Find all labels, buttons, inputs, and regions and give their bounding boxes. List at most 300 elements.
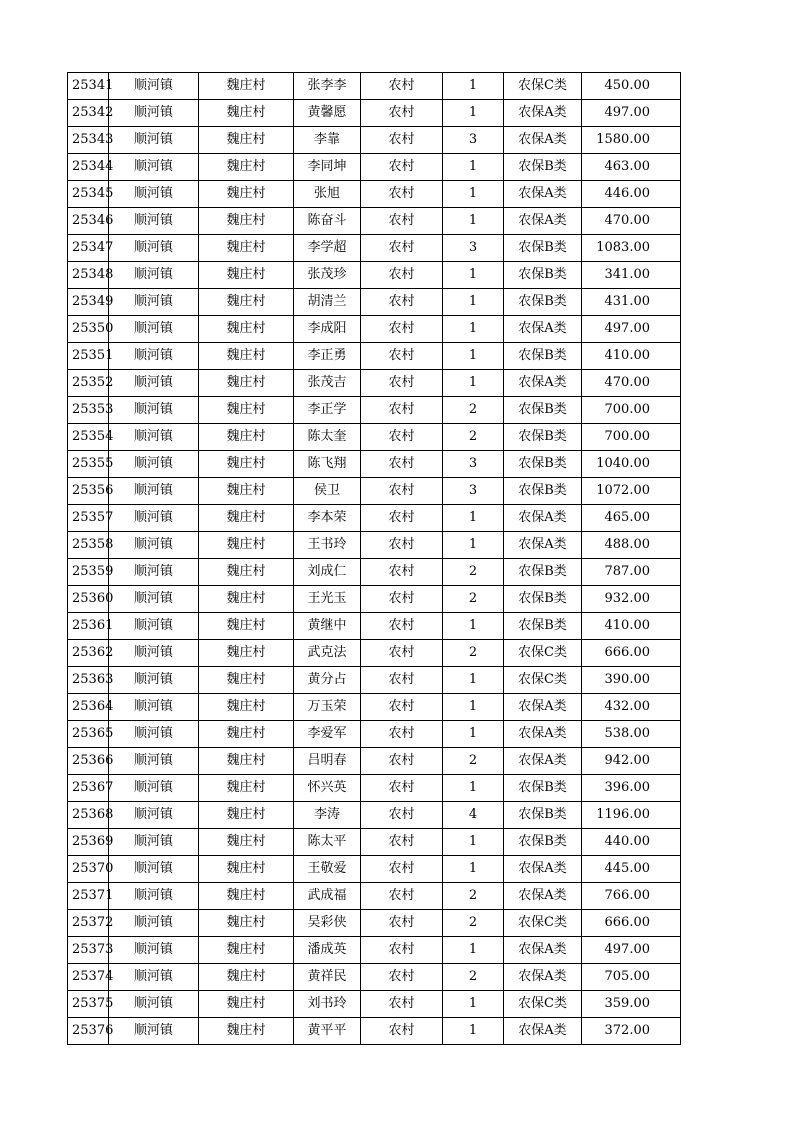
cell-village: 魏庄村 xyxy=(199,640,294,667)
cell-record-id: 25345 xyxy=(68,181,109,208)
cell-record-id: 25371 xyxy=(68,883,109,910)
cell-household-type: 农村 xyxy=(361,343,443,370)
cell-member-count: 3 xyxy=(443,451,504,478)
table-row xyxy=(68,991,681,1018)
cell-village: 魏庄村 xyxy=(199,235,294,262)
cell-insurance-category: 农保B类 xyxy=(504,343,582,370)
table-row xyxy=(68,1018,681,1045)
table-row xyxy=(68,775,681,802)
cell-household-type: 农村 xyxy=(361,586,443,613)
cell-village: 魏庄村 xyxy=(199,775,294,802)
cell-village: 魏庄村 xyxy=(199,370,294,397)
cell-amount: 465.00 xyxy=(582,505,681,532)
table-row xyxy=(68,586,681,613)
cell-village: 魏庄村 xyxy=(199,667,294,694)
cell-person-name: 李正学 xyxy=(294,397,361,424)
cell-village: 魏庄村 xyxy=(199,343,294,370)
cell-village: 魏庄村 xyxy=(199,559,294,586)
cell-record-id: 25370 xyxy=(68,856,109,883)
cell-town: 顺河镇 xyxy=(109,343,199,370)
cell-person-name: 李爱军 xyxy=(294,721,361,748)
cell-person-name: 武克法 xyxy=(294,640,361,667)
cell-household-type: 农村 xyxy=(361,559,443,586)
cell-amount: 446.00 xyxy=(582,181,681,208)
cell-town: 顺河镇 xyxy=(109,748,199,775)
cell-amount: 410.00 xyxy=(582,343,681,370)
cell-town: 顺河镇 xyxy=(109,127,199,154)
cell-amount: 787.00 xyxy=(582,559,681,586)
cell-village: 魏庄村 xyxy=(199,883,294,910)
cell-village: 魏庄村 xyxy=(199,100,294,127)
cell-amount: 932.00 xyxy=(582,586,681,613)
cell-record-id: 25366 xyxy=(68,748,109,775)
table-row xyxy=(68,181,681,208)
cell-amount: 390.00 xyxy=(582,667,681,694)
cell-person-name: 黄祥民 xyxy=(294,964,361,991)
table-row xyxy=(68,478,681,505)
cell-household-type: 农村 xyxy=(361,991,443,1018)
cell-amount: 538.00 xyxy=(582,721,681,748)
cell-person-name: 黄平平 xyxy=(294,1018,361,1045)
cell-amount: 497.00 xyxy=(582,100,681,127)
cell-amount: 450.00 xyxy=(582,73,681,100)
cell-household-type: 农村 xyxy=(361,208,443,235)
cell-household-type: 农村 xyxy=(361,640,443,667)
cell-town: 顺河镇 xyxy=(109,505,199,532)
cell-town: 顺河镇 xyxy=(109,451,199,478)
cell-household-type: 农村 xyxy=(361,829,443,856)
cell-insurance-category: 农保B类 xyxy=(504,478,582,505)
cell-record-id: 25351 xyxy=(68,343,109,370)
cell-record-id: 25369 xyxy=(68,829,109,856)
cell-household-type: 农村 xyxy=(361,613,443,640)
cell-amount: 766.00 xyxy=(582,883,681,910)
cell-record-id: 25342 xyxy=(68,100,109,127)
cell-village: 魏庄村 xyxy=(199,181,294,208)
cell-household-type: 农村 xyxy=(361,73,443,100)
cell-member-count: 3 xyxy=(443,478,504,505)
cell-town: 顺河镇 xyxy=(109,883,199,910)
cell-household-type: 农村 xyxy=(361,181,443,208)
cell-town: 顺河镇 xyxy=(109,991,199,1018)
cell-member-count: 1 xyxy=(443,370,504,397)
cell-village: 魏庄村 xyxy=(199,478,294,505)
cell-record-id: 25372 xyxy=(68,910,109,937)
cell-household-type: 农村 xyxy=(361,856,443,883)
cell-person-name: 李成阳 xyxy=(294,316,361,343)
cell-member-count: 1 xyxy=(443,505,504,532)
cell-member-count: 1 xyxy=(443,775,504,802)
table-row xyxy=(68,127,681,154)
cell-village: 魏庄村 xyxy=(199,829,294,856)
table-row xyxy=(68,856,681,883)
table-body xyxy=(68,73,681,1045)
cell-person-name: 万玉荣 xyxy=(294,694,361,721)
cell-amount: 440.00 xyxy=(582,829,681,856)
cell-town: 顺河镇 xyxy=(109,802,199,829)
cell-household-type: 农村 xyxy=(361,937,443,964)
cell-village: 魏庄村 xyxy=(199,937,294,964)
cell-insurance-category: 农保A类 xyxy=(504,100,582,127)
cell-amount: 372.00 xyxy=(582,1018,681,1045)
cell-household-type: 农村 xyxy=(361,235,443,262)
cell-insurance-category: 农保A类 xyxy=(504,937,582,964)
cell-household-type: 农村 xyxy=(361,478,443,505)
cell-member-count: 1 xyxy=(443,721,504,748)
cell-member-count: 1 xyxy=(443,100,504,127)
cell-town: 顺河镇 xyxy=(109,856,199,883)
cell-member-count: 2 xyxy=(443,586,504,613)
cell-person-name: 刘书玲 xyxy=(294,991,361,1018)
cell-insurance-category: 农保A类 xyxy=(504,694,582,721)
cell-record-id: 25356 xyxy=(68,478,109,505)
cell-household-type: 农村 xyxy=(361,883,443,910)
cell-insurance-category: 农保C类 xyxy=(504,667,582,694)
cell-village: 魏庄村 xyxy=(199,1018,294,1045)
cell-village: 魏庄村 xyxy=(199,262,294,289)
cell-amount: 497.00 xyxy=(582,316,681,343)
cell-person-name: 吕明春 xyxy=(294,748,361,775)
cell-person-name: 黄继中 xyxy=(294,613,361,640)
cell-village: 魏庄村 xyxy=(199,451,294,478)
cell-village: 魏庄村 xyxy=(199,613,294,640)
cell-amount: 341.00 xyxy=(582,262,681,289)
cell-village: 魏庄村 xyxy=(199,856,294,883)
cell-person-name: 刘成仁 xyxy=(294,559,361,586)
cell-person-name: 陈奋斗 xyxy=(294,208,361,235)
cell-town: 顺河镇 xyxy=(109,667,199,694)
table-row xyxy=(68,802,681,829)
cell-insurance-category: 农保B类 xyxy=(504,586,582,613)
cell-person-name: 陈飞翔 xyxy=(294,451,361,478)
cell-village: 魏庄村 xyxy=(199,694,294,721)
cell-village: 魏庄村 xyxy=(199,208,294,235)
cell-person-name: 李同坤 xyxy=(294,154,361,181)
cell-town: 顺河镇 xyxy=(109,694,199,721)
cell-amount: 396.00 xyxy=(582,775,681,802)
table-row xyxy=(68,316,681,343)
cell-member-count: 4 xyxy=(443,802,504,829)
cell-town: 顺河镇 xyxy=(109,73,199,100)
cell-household-type: 农村 xyxy=(361,289,443,316)
cell-insurance-category: 农保B类 xyxy=(504,451,582,478)
cell-record-id: 25367 xyxy=(68,775,109,802)
cell-person-name: 王光玉 xyxy=(294,586,361,613)
cell-town: 顺河镇 xyxy=(109,586,199,613)
cell-member-count: 1 xyxy=(443,856,504,883)
cell-village: 魏庄村 xyxy=(199,289,294,316)
cell-town: 顺河镇 xyxy=(109,154,199,181)
cell-member-count: 1 xyxy=(443,532,504,559)
cell-insurance-category: 农保C类 xyxy=(504,73,582,100)
cell-town: 顺河镇 xyxy=(109,235,199,262)
cell-person-name: 李涛 xyxy=(294,802,361,829)
cell-town: 顺河镇 xyxy=(109,424,199,451)
cell-record-id: 25358 xyxy=(68,532,109,559)
cell-insurance-category: 农保A类 xyxy=(504,181,582,208)
cell-town: 顺河镇 xyxy=(109,478,199,505)
cell-member-count: 1 xyxy=(443,991,504,1018)
cell-amount: 470.00 xyxy=(582,208,681,235)
cell-village: 魏庄村 xyxy=(199,748,294,775)
cell-insurance-category: 农保B类 xyxy=(504,775,582,802)
cell-village: 魏庄村 xyxy=(199,532,294,559)
cell-record-id: 25349 xyxy=(68,289,109,316)
cell-household-type: 农村 xyxy=(361,748,443,775)
cell-insurance-category: 农保B类 xyxy=(504,235,582,262)
cell-member-count: 1 xyxy=(443,208,504,235)
cell-member-count: 1 xyxy=(443,181,504,208)
table-row xyxy=(68,505,681,532)
cell-household-type: 农村 xyxy=(361,451,443,478)
cell-town: 顺河镇 xyxy=(109,964,199,991)
cell-insurance-category: 农保A类 xyxy=(504,883,582,910)
cell-member-count: 2 xyxy=(443,424,504,451)
cell-member-count: 1 xyxy=(443,289,504,316)
cell-member-count: 1 xyxy=(443,262,504,289)
table-row xyxy=(68,289,681,316)
cell-person-name: 李本荣 xyxy=(294,505,361,532)
cell-record-id: 25341 xyxy=(68,73,109,100)
table-row xyxy=(68,964,681,991)
cell-member-count: 1 xyxy=(443,1018,504,1045)
table-row xyxy=(68,73,681,100)
cell-member-count: 3 xyxy=(443,235,504,262)
table-row xyxy=(68,829,681,856)
cell-amount: 1083.00 xyxy=(582,235,681,262)
cell-insurance-category: 农保A类 xyxy=(504,856,582,883)
cell-village: 魏庄村 xyxy=(199,586,294,613)
cell-person-name: 陈太平 xyxy=(294,829,361,856)
cell-insurance-category: 农保A类 xyxy=(504,370,582,397)
roster-table xyxy=(67,72,681,1045)
table-row xyxy=(68,343,681,370)
cell-insurance-category: 农保A类 xyxy=(504,1018,582,1045)
cell-insurance-category: 农保B类 xyxy=(504,289,582,316)
cell-person-name: 张旭 xyxy=(294,181,361,208)
cell-town: 顺河镇 xyxy=(109,100,199,127)
cell-insurance-category: 农保B类 xyxy=(504,262,582,289)
table-row xyxy=(68,451,681,478)
cell-insurance-category: 农保A类 xyxy=(504,721,582,748)
cell-town: 顺河镇 xyxy=(109,532,199,559)
cell-member-count: 1 xyxy=(443,667,504,694)
cell-household-type: 农村 xyxy=(361,100,443,127)
table-row xyxy=(68,208,681,235)
cell-insurance-category: 农保A类 xyxy=(504,208,582,235)
cell-insurance-category: 农保B类 xyxy=(504,397,582,424)
cell-town: 顺河镇 xyxy=(109,559,199,586)
cell-insurance-category: 农保A类 xyxy=(504,505,582,532)
cell-household-type: 农村 xyxy=(361,127,443,154)
cell-insurance-category: 农保B类 xyxy=(504,613,582,640)
cell-member-count: 3 xyxy=(443,127,504,154)
cell-amount: 705.00 xyxy=(582,964,681,991)
cell-person-name: 潘成英 xyxy=(294,937,361,964)
cell-amount: 942.00 xyxy=(582,748,681,775)
cell-record-id: 25368 xyxy=(68,802,109,829)
cell-household-type: 农村 xyxy=(361,694,443,721)
cell-town: 顺河镇 xyxy=(109,910,199,937)
table-row xyxy=(68,397,681,424)
cell-record-id: 25347 xyxy=(68,235,109,262)
cell-village: 魏庄村 xyxy=(199,802,294,829)
cell-household-type: 农村 xyxy=(361,802,443,829)
cell-town: 顺河镇 xyxy=(109,289,199,316)
cell-record-id: 25357 xyxy=(68,505,109,532)
cell-amount: 432.00 xyxy=(582,694,681,721)
cell-village: 魏庄村 xyxy=(199,991,294,1018)
cell-record-id: 25363 xyxy=(68,667,109,694)
cell-person-name: 张茂吉 xyxy=(294,370,361,397)
cell-member-count: 1 xyxy=(443,73,504,100)
cell-insurance-category: 农保B类 xyxy=(504,559,582,586)
cell-village: 魏庄村 xyxy=(199,910,294,937)
cell-amount: 700.00 xyxy=(582,397,681,424)
cell-village: 魏庄村 xyxy=(199,721,294,748)
cell-amount: 1196.00 xyxy=(582,802,681,829)
table-row xyxy=(68,532,681,559)
cell-record-id: 25365 xyxy=(68,721,109,748)
cell-amount: 359.00 xyxy=(582,991,681,1018)
cell-amount: 410.00 xyxy=(582,613,681,640)
table-row xyxy=(68,721,681,748)
cell-town: 顺河镇 xyxy=(109,775,199,802)
cell-member-count: 1 xyxy=(443,343,504,370)
cell-household-type: 农村 xyxy=(361,775,443,802)
cell-household-type: 农村 xyxy=(361,424,443,451)
cell-person-name: 黄分占 xyxy=(294,667,361,694)
cell-amount: 445.00 xyxy=(582,856,681,883)
cell-town: 顺河镇 xyxy=(109,613,199,640)
cell-record-id: 25362 xyxy=(68,640,109,667)
cell-member-count: 1 xyxy=(443,316,504,343)
cell-amount: 488.00 xyxy=(582,532,681,559)
cell-household-type: 农村 xyxy=(361,505,443,532)
cell-person-name: 李正勇 xyxy=(294,343,361,370)
cell-amount: 700.00 xyxy=(582,424,681,451)
cell-person-name: 黄馨愿 xyxy=(294,100,361,127)
cell-insurance-category: 农保C类 xyxy=(504,991,582,1018)
cell-household-type: 农村 xyxy=(361,910,443,937)
cell-village: 魏庄村 xyxy=(199,127,294,154)
cell-member-count: 2 xyxy=(443,748,504,775)
cell-household-type: 农村 xyxy=(361,316,443,343)
cell-member-count: 2 xyxy=(443,397,504,424)
cell-person-name: 侯卫 xyxy=(294,478,361,505)
cell-household-type: 农村 xyxy=(361,154,443,181)
cell-household-type: 农村 xyxy=(361,964,443,991)
cell-record-id: 25353 xyxy=(68,397,109,424)
table-row xyxy=(68,910,681,937)
cell-insurance-category: 农保A类 xyxy=(504,316,582,343)
cell-member-count: 2 xyxy=(443,910,504,937)
table-row xyxy=(68,154,681,181)
cell-member-count: 1 xyxy=(443,694,504,721)
cell-village: 魏庄村 xyxy=(199,316,294,343)
cell-record-id: 25346 xyxy=(68,208,109,235)
cell-person-name: 张茂珍 xyxy=(294,262,361,289)
cell-record-id: 25374 xyxy=(68,964,109,991)
cell-person-name: 吴彩侠 xyxy=(294,910,361,937)
table-row xyxy=(68,100,681,127)
cell-amount: 497.00 xyxy=(582,937,681,964)
cell-insurance-category: 农保A类 xyxy=(504,532,582,559)
cell-amount: 1040.00 xyxy=(582,451,681,478)
cell-insurance-category: 农保C类 xyxy=(504,910,582,937)
cell-insurance-category: 农保A类 xyxy=(504,964,582,991)
cell-amount: 463.00 xyxy=(582,154,681,181)
cell-insurance-category: 农保B类 xyxy=(504,424,582,451)
cell-amount: 431.00 xyxy=(582,289,681,316)
cell-household-type: 农村 xyxy=(361,262,443,289)
cell-insurance-category: 农保B类 xyxy=(504,829,582,856)
cell-person-name: 陈太奎 xyxy=(294,424,361,451)
table-row xyxy=(68,424,681,451)
cell-insurance-category: 农保B类 xyxy=(504,802,582,829)
cell-town: 顺河镇 xyxy=(109,721,199,748)
cell-town: 顺河镇 xyxy=(109,937,199,964)
cell-village: 魏庄村 xyxy=(199,154,294,181)
table-row xyxy=(68,883,681,910)
cell-record-id: 25375 xyxy=(68,991,109,1018)
cell-town: 顺河镇 xyxy=(109,181,199,208)
cell-town: 顺河镇 xyxy=(109,370,199,397)
cell-member-count: 1 xyxy=(443,154,504,181)
cell-household-type: 农村 xyxy=(361,667,443,694)
cell-member-count: 2 xyxy=(443,883,504,910)
cell-member-count: 2 xyxy=(443,964,504,991)
cell-town: 顺河镇 xyxy=(109,262,199,289)
cell-amount: 1072.00 xyxy=(582,478,681,505)
cell-household-type: 农村 xyxy=(361,397,443,424)
cell-town: 顺河镇 xyxy=(109,829,199,856)
cell-person-name: 李学超 xyxy=(294,235,361,262)
cell-household-type: 农村 xyxy=(361,532,443,559)
table-row xyxy=(68,559,681,586)
cell-town: 顺河镇 xyxy=(109,640,199,667)
cell-insurance-category: 农保A类 xyxy=(504,748,582,775)
table-row xyxy=(68,613,681,640)
cell-record-id: 25354 xyxy=(68,424,109,451)
cell-village: 魏庄村 xyxy=(199,964,294,991)
cell-insurance-category: 农保C类 xyxy=(504,640,582,667)
cell-record-id: 25376 xyxy=(68,1018,109,1045)
cell-person-name: 武成福 xyxy=(294,883,361,910)
cell-village: 魏庄村 xyxy=(199,397,294,424)
cell-village: 魏庄村 xyxy=(199,424,294,451)
cell-town: 顺河镇 xyxy=(109,397,199,424)
cell-member-count: 2 xyxy=(443,559,504,586)
cell-village: 魏庄村 xyxy=(199,505,294,532)
cell-record-id: 25361 xyxy=(68,613,109,640)
table-row xyxy=(68,937,681,964)
cell-record-id: 25373 xyxy=(68,937,109,964)
cell-record-id: 25359 xyxy=(68,559,109,586)
cell-record-id: 25350 xyxy=(68,316,109,343)
cell-person-name: 王书玲 xyxy=(294,532,361,559)
cell-record-id: 25364 xyxy=(68,694,109,721)
cell-household-type: 农村 xyxy=(361,721,443,748)
cell-member-count: 1 xyxy=(443,613,504,640)
table-row xyxy=(68,235,681,262)
cell-record-id: 25360 xyxy=(68,586,109,613)
cell-amount: 666.00 xyxy=(582,910,681,937)
cell-town: 顺河镇 xyxy=(109,316,199,343)
table-row xyxy=(68,370,681,397)
cell-person-name: 张李李 xyxy=(294,73,361,100)
cell-village: 魏庄村 xyxy=(199,73,294,100)
